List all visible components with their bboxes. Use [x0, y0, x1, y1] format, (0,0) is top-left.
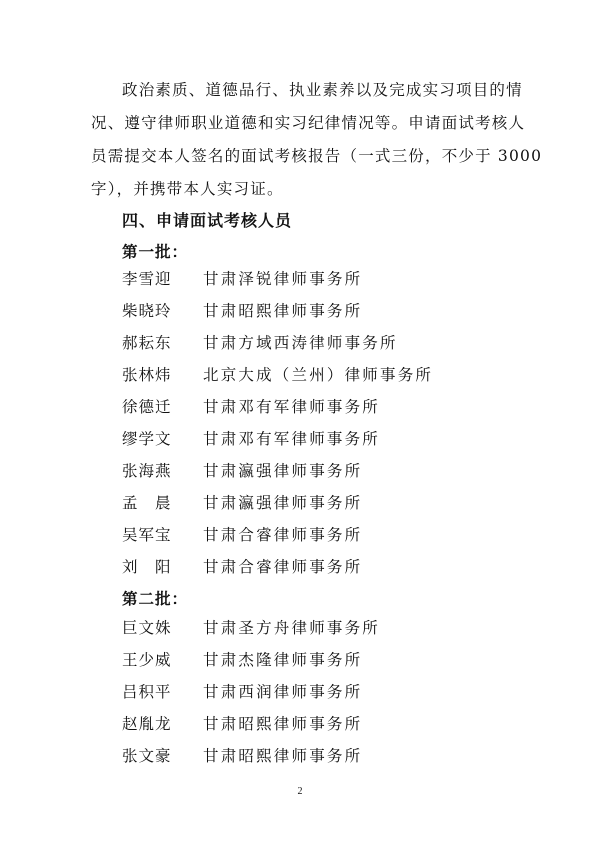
person-name: 徐德迁 — [122, 398, 172, 416]
intro-line-4: 字），并携带本人实习证。 — [91, 180, 284, 198]
law-firm: 甘肃瀛强律师事务所 — [203, 462, 363, 480]
person-name: 赵胤龙 — [122, 715, 172, 733]
person-name: 李雪迎 — [122, 270, 172, 288]
intro-line-2: 况、遵守律师职业道德和实习纪律情况等。申请面试考核人 — [91, 114, 526, 132]
person-name: 缪学文 — [122, 430, 172, 448]
law-firm: 甘肃方域西涛律师事务所 — [203, 334, 398, 352]
batch-title-1: 第一批： — [122, 243, 189, 261]
person-name: 张文豪 — [122, 747, 172, 765]
person-name: 吕积平 — [122, 683, 172, 701]
law-firm: 甘肃合睿律师事务所 — [203, 526, 363, 544]
law-firm: 北京大成（兰州）律师事务所 — [203, 366, 434, 384]
law-firm: 甘肃杰隆律师事务所 — [203, 651, 363, 669]
law-firm: 甘肃昭熙律师事务所 — [203, 715, 363, 733]
law-firm: 甘肃瀛强律师事务所 — [203, 494, 363, 512]
intro-line-3: 员需提交本人签名的面试考核报告（一式三份，不少于 3000 — [91, 147, 543, 165]
law-firm: 甘肃邓有军律师事务所 — [203, 398, 381, 416]
batch-title-2: 第二批： — [122, 590, 189, 608]
law-firm: 甘肃昭熙律师事务所 — [203, 302, 363, 320]
law-firm: 甘肃圣方舟律师事务所 — [203, 619, 381, 637]
person-name: 刘 阳 — [122, 558, 172, 576]
person-name: 郝耘东 — [122, 334, 172, 352]
law-firm: 甘肃邓有军律师事务所 — [203, 430, 381, 448]
law-firm: 甘肃昭熙律师事务所 — [203, 747, 363, 765]
person-name: 巨文姝 — [122, 619, 172, 637]
law-firm: 甘肃泽锐律师事务所 — [203, 270, 363, 288]
section-heading: 四、申请面试考核人员 — [122, 211, 293, 230]
person-name: 张海燕 — [122, 462, 172, 480]
law-firm: 甘肃西润律师事务所 — [203, 683, 363, 701]
law-firm: 甘肃合睿律师事务所 — [203, 558, 363, 576]
person-name: 柴晓玲 — [122, 302, 172, 320]
person-name: 王少威 — [122, 651, 172, 669]
person-name: 吴军宝 — [122, 526, 172, 544]
intro-line-1: 政治素质、道德品行、执业素养以及完成实习项目的情 — [122, 81, 523, 99]
person-name: 张林炜 — [122, 366, 172, 384]
page-number: 2 — [297, 786, 303, 797]
person-name: 孟 晨 — [122, 494, 172, 512]
